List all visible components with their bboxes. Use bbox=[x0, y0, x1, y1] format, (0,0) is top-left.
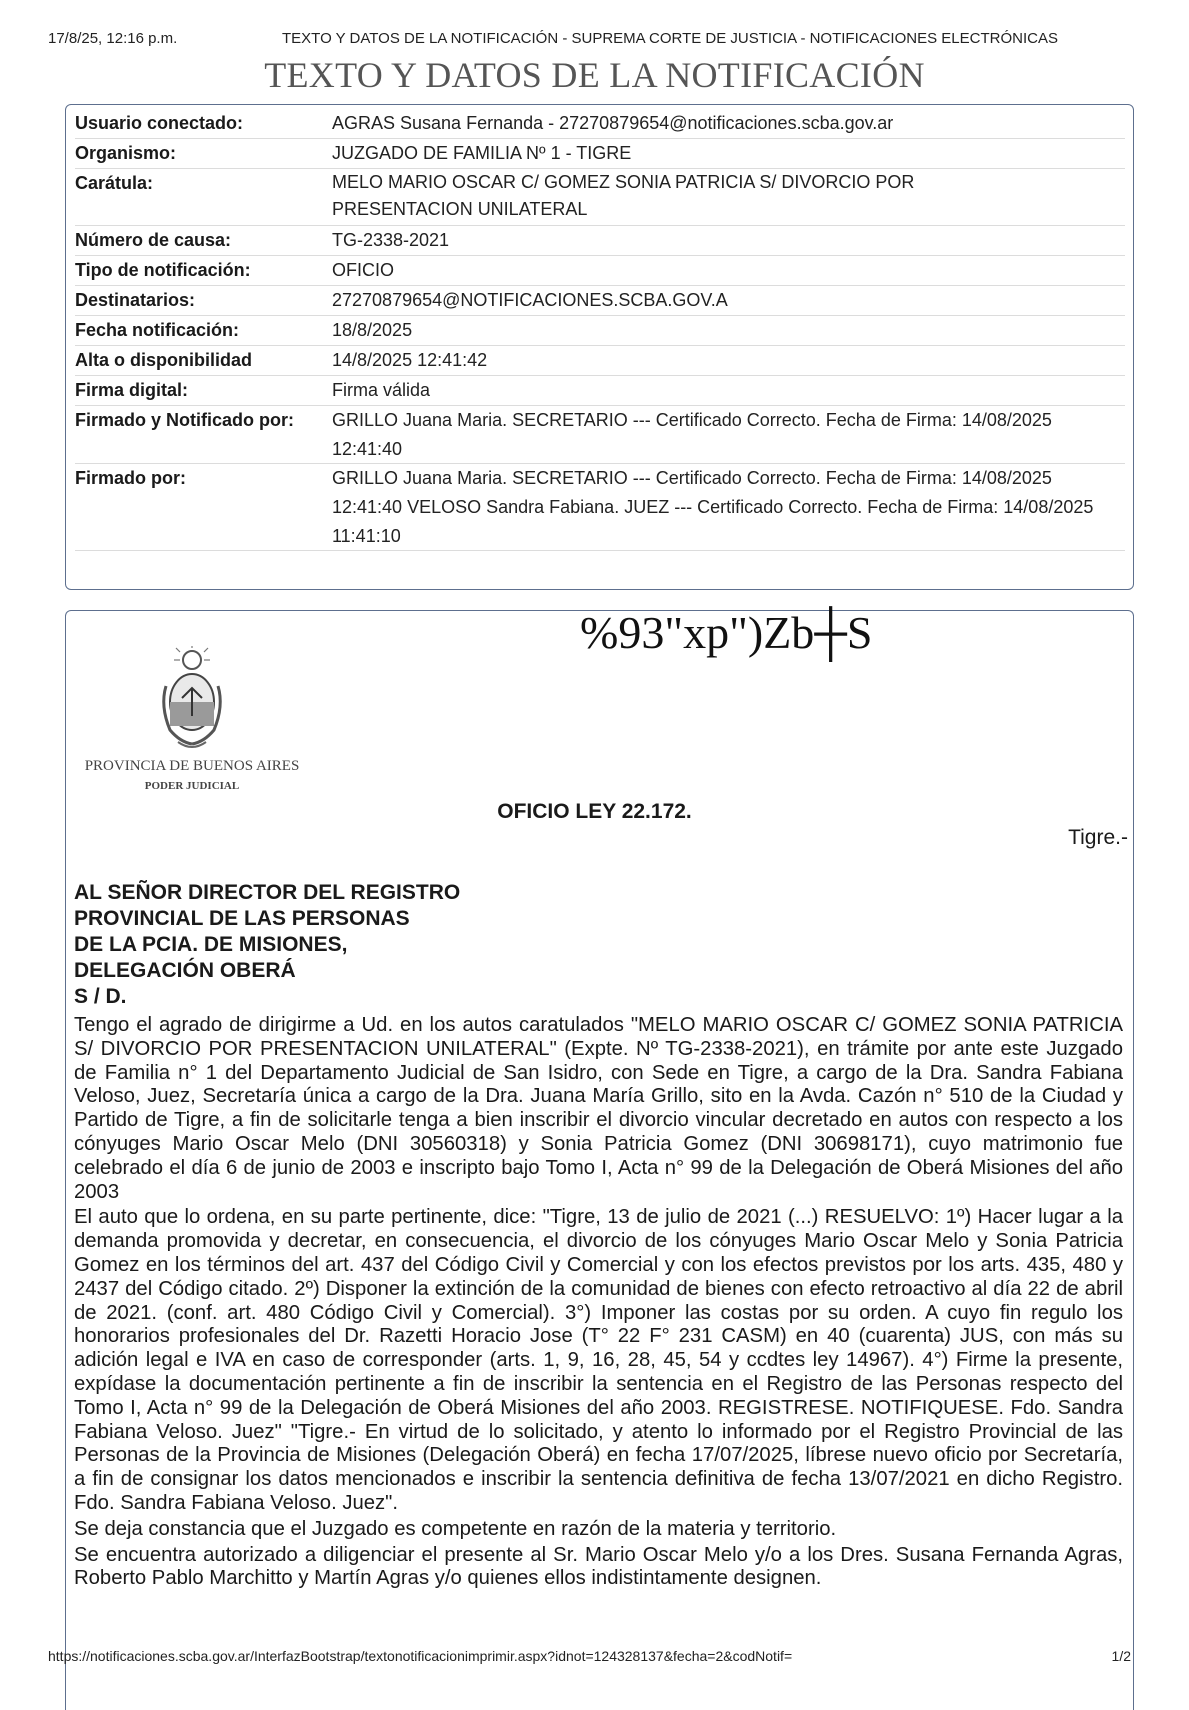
row-firma bbox=[75, 376, 1125, 406]
notification-data-panel bbox=[65, 104, 1134, 590]
page-title: TEXTO Y DATOS DE LA NOTIFICACIÓN bbox=[264, 55, 925, 95]
province-crest bbox=[76, 640, 308, 800]
oficio-title: OFICIO LEY 22.172. bbox=[497, 800, 692, 823]
barcode-text: %93"xp")Zb┼S bbox=[580, 607, 873, 658]
value-usuario: AGRAS Susana Fernanda - 27270879654@notificaciones.scba.gov.ar bbox=[332, 113, 894, 133]
label-firmado-notificado: Firmado y Notificado por: bbox=[75, 410, 295, 430]
crest-branch-label: PODER JUDICIAL bbox=[144, 780, 240, 792]
row-tipo bbox=[75, 256, 1125, 286]
value-destinatarios: 27270879654@NOTIFICACIONES.SCBA.GOV.A bbox=[332, 290, 728, 310]
addressee-line: DELEGACIÓN OBERÁ bbox=[74, 959, 296, 982]
document-body bbox=[74, 1014, 1123, 1593]
value-organismo: JUZGADO DE FAMILIA Nº 1 - TIGRE bbox=[332, 143, 632, 163]
label-tipo: Tipo de notificación: bbox=[75, 260, 251, 280]
value-alta: 14/8/2025 12:41:42 bbox=[332, 350, 488, 370]
row-firmado-por bbox=[75, 464, 1125, 551]
addressee-line: AL SEÑOR DIRECTOR DEL REGISTRO bbox=[74, 881, 461, 904]
coat-of-arms-icon bbox=[156, 646, 228, 756]
addressee-line: S / D. bbox=[74, 985, 127, 1008]
row-usuario bbox=[75, 109, 1125, 139]
place-line: Tigre.- bbox=[1068, 826, 1128, 849]
print-datetime: 17/8/25, 12:16 p.m. bbox=[48, 30, 178, 47]
label-destinatarios: Destinatarios: bbox=[75, 290, 196, 310]
label-caratula: Carátula: bbox=[75, 173, 154, 193]
label-firmado-por: Firmado por: bbox=[75, 468, 186, 488]
label-organismo: Organismo: bbox=[75, 143, 177, 163]
body-paragraph: Se deja constancia que el Juzgado es competente en razón de la materia y territorio. bbox=[74, 1517, 837, 1540]
value-numero: TG-2338-2021 bbox=[332, 230, 450, 250]
addressee-line: DE LA PCIA. DE MISIONES, bbox=[74, 933, 348, 956]
label-fecha: Fecha notificación: bbox=[75, 320, 240, 340]
addressee-line: PROVINCIAL DE LAS PERSONAS bbox=[74, 907, 410, 930]
row-alta bbox=[75, 346, 1125, 376]
body-paragraph: El auto que lo ordena, en su parte pertinente, dice: "Tigre, 13 de julio de 2021 (...) RESUELVO: 1º) Hacer lugar a la demanda promovida y decretar, en consecuencia, el divorcio de los cónyuges Mario Oscar Melo y Sonia Patricia Gomez en los términos del art. 437 del Código Civil y Comercial y con los efectos previstos por los arts. 435, 480 y 2437 del Código citado. 2º) Disponer la extinción de la comunidad de bienes con efecto retroactivo al día 22 de abril de 2021. (conf. art. 480 Código Civil y Comercial). 3°) Imponer las costas por su orden. A cuyo fin regulo los honorarios profesionales del Dr. Razetti Horacio Jose (T° 22 F° 231 CASM) en 40 (cuarenta) JUS, con más su adición legal e IVA en caso de corresponder (arts. 1, 9, 16, 28, 45, 54 y ccdtes ley 14967). 4°) Firme la presente, expídase la documentación pertinente a fin de inscribir la sentencia en el Registro de las Personas respecto del Tomo I, Acta n° 99 de la Delegación de Oberá Misiones del año 2003. REGISTRESE. NOTIFIQUESE. Fdo. Sandra Fabiana Veloso. Juez" "Tigre.- En virtud de lo solicitado, y atento lo informado por el Registro Provincial de las Personas de la Provincia de Misiones (Delegación Oberá) en fecha 17/07/2025, líbrese nuevo oficio por Secretaría, a fin de consignar los datos mencionados e inscribir la sentencia definitiva de fecha 13/07/2021 en dicho Registro. Fdo. Sandra Fabiana Veloso. Juez". bbox=[74, 1206, 1123, 1514]
addressee-block bbox=[74, 880, 460, 1010]
value-firma: Firma válida bbox=[332, 380, 431, 400]
label-usuario: Usuario conectado: bbox=[75, 113, 244, 133]
label-alta: Alta o disponibilidad bbox=[75, 350, 252, 370]
value-caratula: MELO MARIO OSCAR C/ GOMEZ SONIA PATRICIA S/ DIVORCIO POR PRESENTACION UNILATERAL bbox=[332, 172, 915, 219]
value-tipo: OFICIO bbox=[332, 260, 394, 280]
value-fecha: 18/8/2025 bbox=[332, 320, 413, 340]
crest-province-label: PROVINCIA DE BUENOS AIRES bbox=[84, 758, 300, 774]
value-firmado-notificado: GRILLO Juana Maria. SECRETARIO --- Certificado Correcto. Fecha de Firma: 14/08/2025 12:41:40 bbox=[332, 410, 1052, 459]
row-numero bbox=[75, 226, 1125, 256]
row-firmado-notificado bbox=[75, 406, 1125, 464]
row-destinatarios bbox=[75, 286, 1125, 316]
body-paragraph: Tengo el agrado de dirigirme a Ud. en los autos caratulados "MELO MARIO OSCAR C/ GOMEZ SONIA PATRICIA S/ DIVORCIO POR PRESENTACION UNILATERAL" (Expte. Nº TG-2338-2021), en trámite por ante este Juzgado de Familia n° 1 del Departamento Judicial de San Isidro, con Sede en Tigre, a cargo de la Dra. Sandra Fabiana Veloso, Juez, Secretaría única a cargo de la Dra. Juana María Grillo, sito en la Avda. Cazón n° 510 de la Ciudad y Partido de Tigre, a fin de solicitarle tenga a bien inscribir el divorcio vincular decretado en autos con respecto a los cónyuges Mario Oscar Melo (DNI 30560318) y Sonia Patricia Gomez (DNI 30698171), cuyo matrimonio fue celebrado el día 6 de junio de 2003 e inscripto bajo Tomo I, Acta n° 99 de la Delegación de Oberá Misiones del año 2003 bbox=[74, 1014, 1123, 1203]
row-fecha bbox=[75, 316, 1125, 346]
page-number: 1/2 bbox=[1111, 1648, 1131, 1664]
print-document-title: TEXTO Y DATOS DE LA NOTIFICACIÓN - SUPREMA CORTE DE JUSTICIA - NOTIFICACIONES ELECTRÓNICAS bbox=[282, 30, 1058, 47]
label-firma: Firma digital: bbox=[75, 380, 189, 400]
value-firmado-por: GRILLO Juana Maria. SECRETARIO --- Certificado Correcto. Fecha de Firma: 14/08/2025 12:41:40 VELOSO Sandra Fabiana. JUEZ --- Certificado Correcto. Fecha de Firma: 14/08/2025 11:41:10 bbox=[332, 468, 1094, 546]
print-header bbox=[48, 30, 1141, 50]
footer-url: https://notificaciones.scba.gov.ar/InterfazBootstrap/textonotificacionimprimir.aspx?idnot=124328137&fecha=2&codNotif= bbox=[48, 1648, 793, 1664]
row-caratula bbox=[75, 169, 1125, 226]
label-numero: Número de causa: bbox=[75, 230, 232, 250]
body-paragraph: Se encuentra autorizado a diligenciar el presente al Sr. Mario Oscar Melo y/o a los Dres. Susana Fernanda Agras, Roberto Pablo Marchitto y Martín Agras y/o quienes ellos indistintamente designen. bbox=[74, 1543, 1123, 1590]
row-organismo bbox=[75, 139, 1125, 169]
